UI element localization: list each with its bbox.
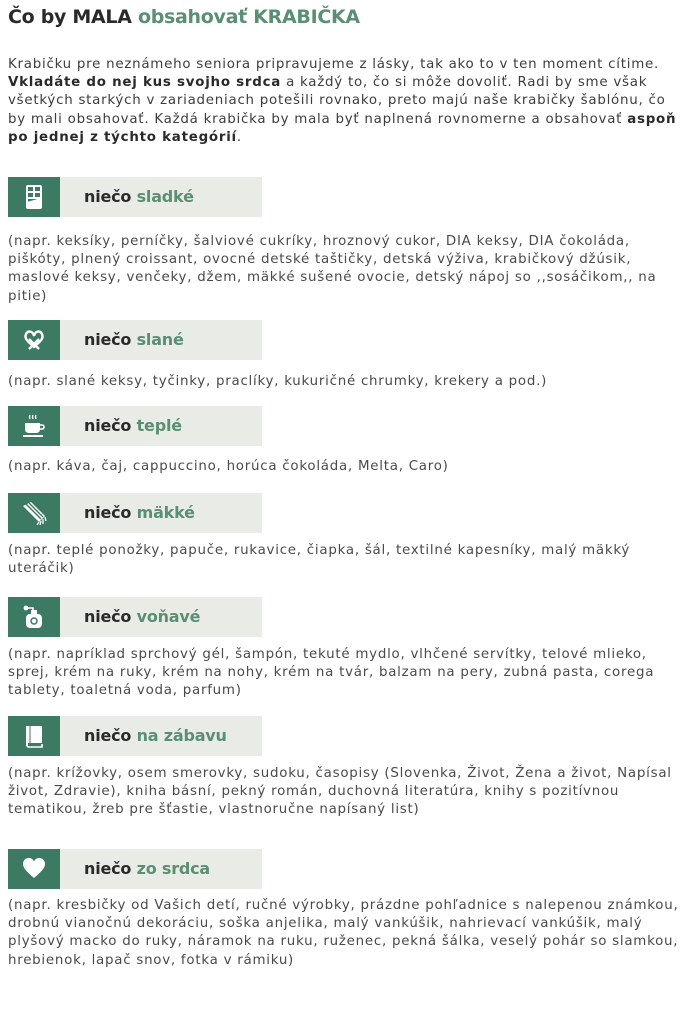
- intro-text-1: Krabičku pre neznámeho seniora pripravujeme z lásky, tak ako to v ten moment cítime.: [8, 57, 659, 72]
- label-green: sladké: [136, 187, 194, 206]
- category-description-heart: (napr. kresbičky od Vašich detí, ručné výrobky, prázdne pohľadnice s nalepenou známkou, drobnú vianočnú dekoráciu, soška anjelika, malý vankúšik, nahrievací vankúšik, malý plyšový macko do ruky, náramok na ruku, ruženec, pekná šálka, veselý pohár so slamkou, hrebienok, lapač snov, fotka v rámiku): [8, 898, 679, 968]
- category-label: [84, 597, 200, 637]
- category-label: [84, 716, 227, 756]
- category-header-fragrant: [8, 597, 262, 637]
- page-title: [8, 6, 360, 28]
- book-icon: [8, 716, 60, 756]
- label-green: voňavé: [136, 607, 201, 626]
- label-green: na zábavu: [136, 726, 227, 745]
- label-green: teplé: [136, 416, 182, 435]
- category-description-sweet: (napr. keksíky, perníčky, šalviové cukríky, hroznový cukor, DIA keksy, DIA čokoláda, piškóty, plnený croissant, ovocné detské taštičky, detská výživa, krabičkový džúsik, maslové keksy, venčeky, džem, mäkké sušené ovocie, detský nápoj so ,,sosáčikom,, na pitie): [8, 234, 657, 304]
- category-description-soft: (napr. teplé ponožky, papuče, rukavice, čiapka, šál, textilné kapesníky, malý mäkký uteráčik): [8, 543, 631, 577]
- category-header-salty: [8, 320, 262, 360]
- label-dark: niečo: [84, 187, 132, 206]
- intro-bold-2: aspoň po jednej z týchto kategórií: [8, 111, 677, 145]
- category-header-soft: [8, 493, 262, 533]
- intro-text-2: a každý to, čo si môže dovoliť. Radi by sme však všetkých starkých v zariadeniach potešili rovnako, preto majú naše krabičky šablónu, čo by mali obsahovať. Každá krabička by mala byť naplnená rovnomerne a obsahovať: [8, 75, 666, 127]
- label-dark: niečo: [84, 416, 132, 435]
- hot-cup-icon: [8, 406, 60, 446]
- category-description-fragrant: (napr. napríklad sprchový gél, šampón, tekuté mydlo, vlhčené servítky, telové mlieko, sprej, krém na ruky, krém na nohy, krém na tvár, balzam na pery, zubná pasta, corega tablety, toaletná voda, parfum): [8, 647, 655, 699]
- label-green: zo srdca: [136, 859, 211, 878]
- label-dark: niečo: [84, 859, 132, 878]
- label-dark: niečo: [84, 726, 132, 745]
- category-description-salty: (napr. slané keksy, tyčinky, praclíky, kukuričné chrumky, krekery a pod.): [8, 374, 548, 389]
- intro-text-3: .: [236, 129, 242, 145]
- category-label: [84, 406, 182, 446]
- category-header-fun: [8, 716, 262, 756]
- category-description-warm: (napr. káva, čaj, cappuccino, horúca čokoláda, Melta, Caro): [8, 459, 449, 474]
- label-dark: niečo: [84, 607, 132, 626]
- label-green: mäkké: [136, 503, 195, 522]
- category-label: [84, 493, 195, 533]
- intro-paragraph: [8, 56, 680, 147]
- scarf-icon: [8, 493, 60, 533]
- intro-bold-1: Vkladáte do nej kus svojho srdca: [8, 75, 282, 91]
- label-green: slané: [136, 330, 184, 349]
- category-label: [84, 177, 194, 217]
- heart-icon: [8, 849, 60, 889]
- category-header-heart: [8, 849, 262, 889]
- category-label: [84, 849, 210, 889]
- perfume-icon: [8, 597, 60, 637]
- category-header-warm: [8, 406, 262, 446]
- chocolate-icon: [8, 177, 60, 217]
- category-header-sweet: [8, 177, 262, 217]
- pretzel-icon: [8, 320, 60, 360]
- title-dark: Čo by MALA: [8, 6, 132, 28]
- category-label: [84, 320, 184, 360]
- title-green: obsahovať KRABIČKA: [137, 6, 360, 28]
- category-description-fun: (napr. krížovky, osem smerovky, sudoku, časopisy (Slovenka, Život, Žena a život, Napísal život, Zdravie), kniha básní, pekný román, duchovná literatúra, knihy s pozitívnou tematikou, žreb pre šťastie, vlastnoručne napísaný list): [8, 766, 672, 818]
- label-dark: niečo: [84, 503, 132, 522]
- label-dark: niečo: [84, 330, 132, 349]
